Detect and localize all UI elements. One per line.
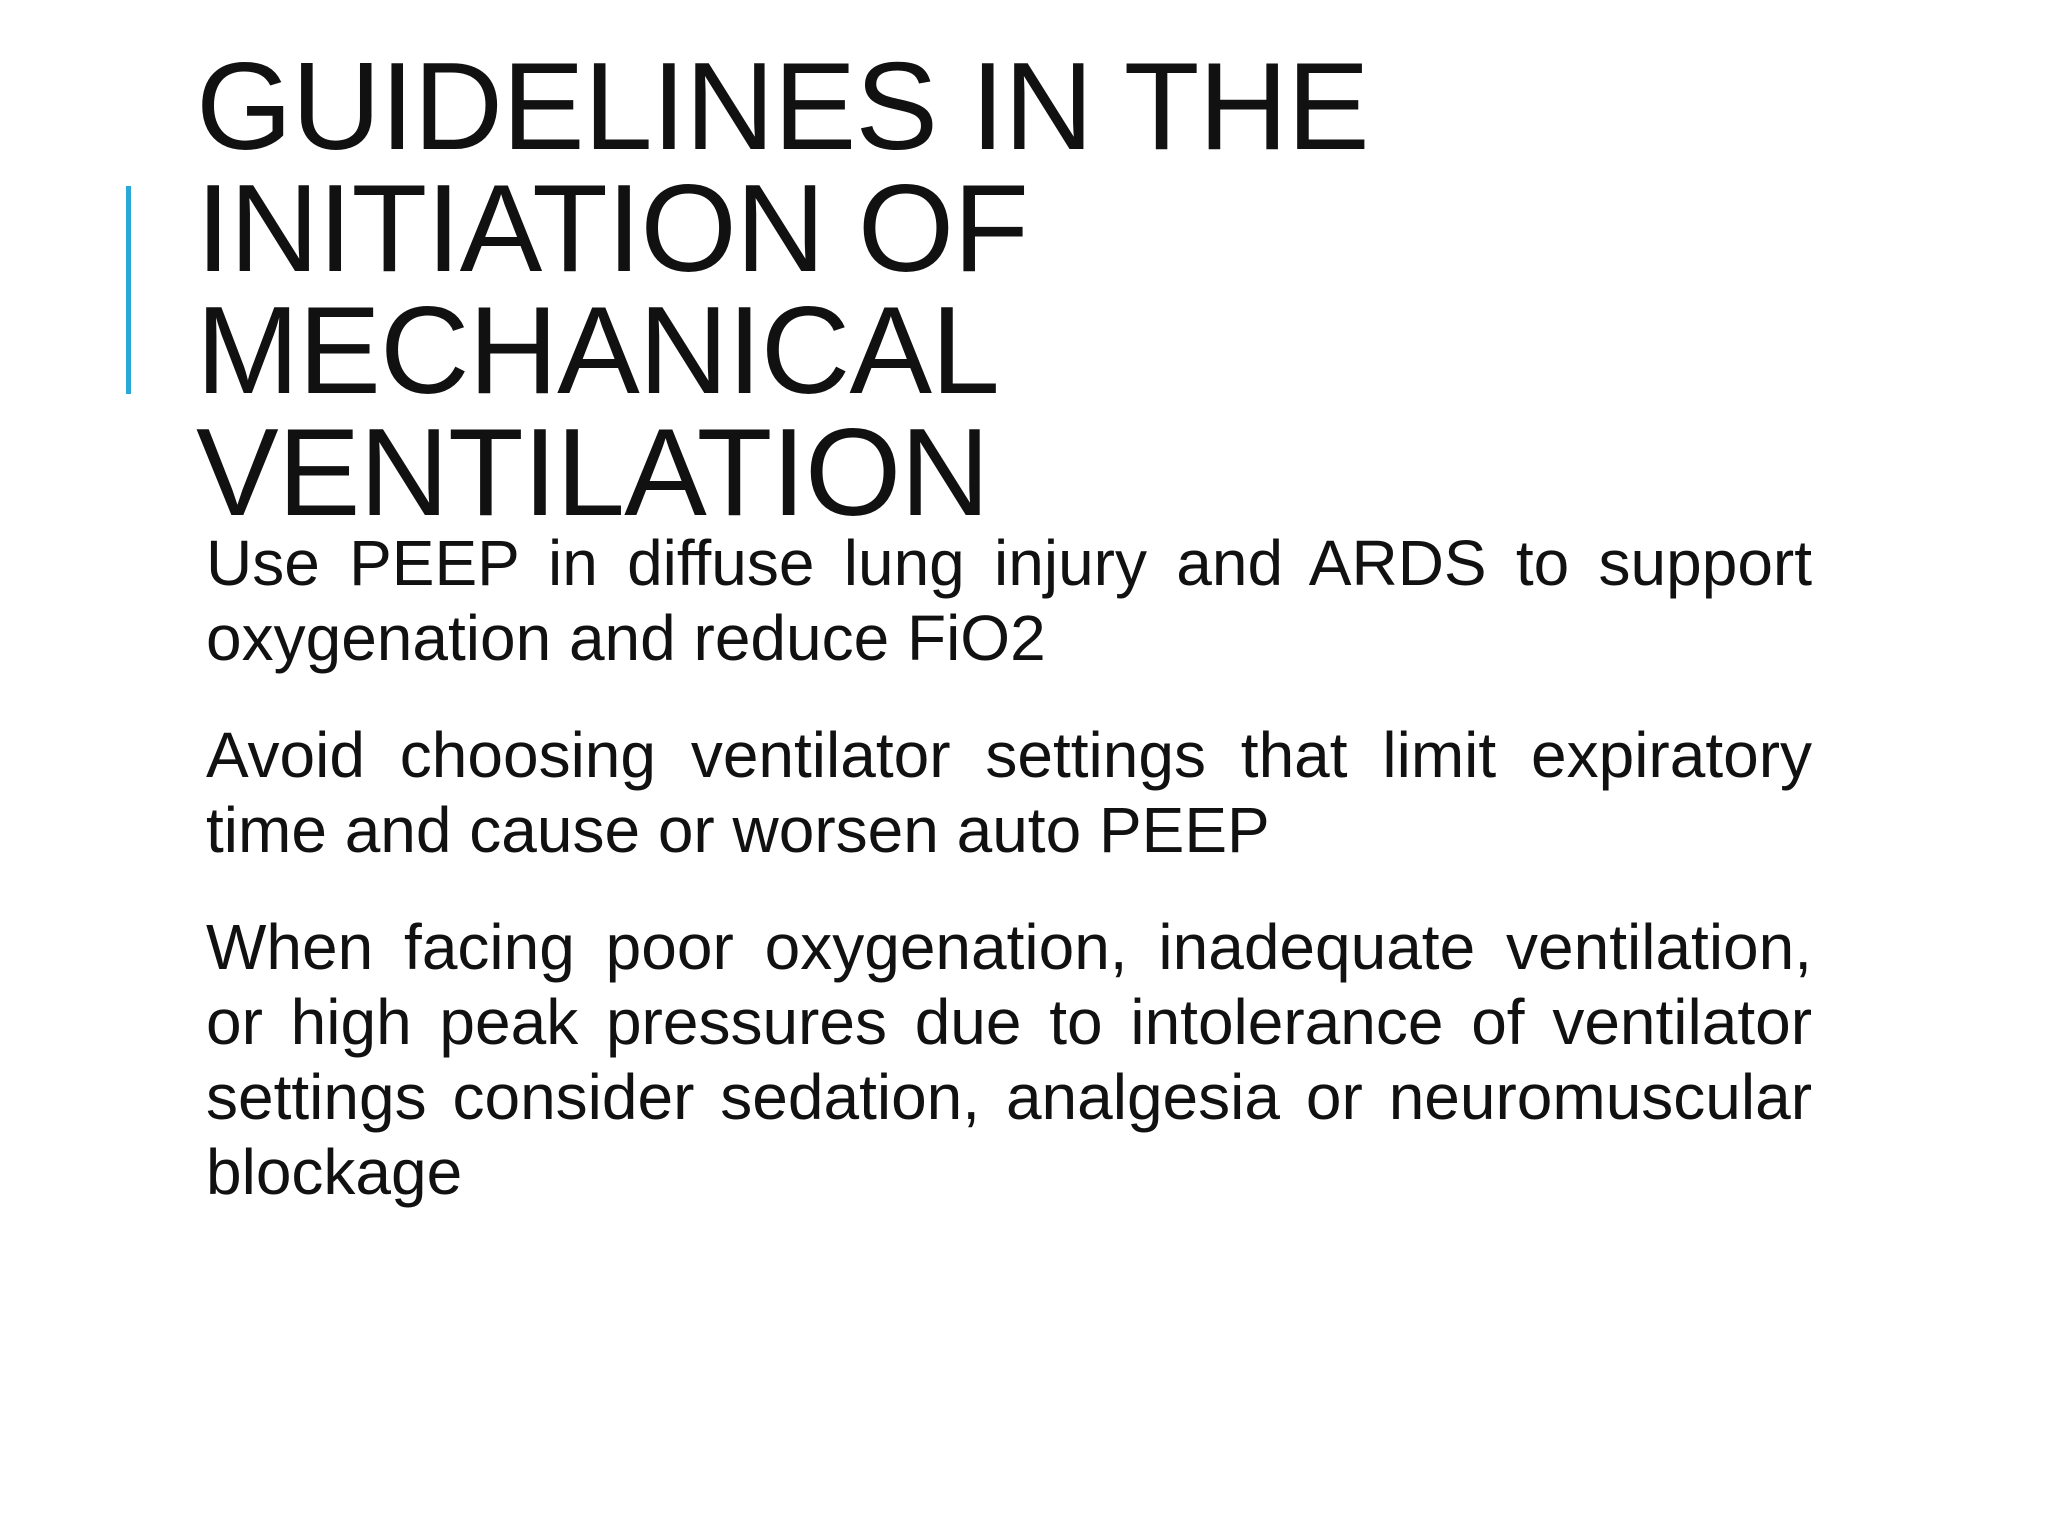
body-paragraph-auto-peep: Avoid choosing ventilator settings that limit expiratory time and cause or worsen auto PEEP <box>206 719 1812 866</box>
body-paragraph-sedation: When facing poor oxygenation, inadequate ventilation, or high peak pressures due to intolerance of ventilator settings consider sedation, analgesia or neuromuscular blockage <box>206 911 1812 1208</box>
title-line: GUIDELINES IN THE <box>196 38 1369 176</box>
title-line: MECHANICAL <box>196 282 1000 420</box>
title-line: INITIATION OF <box>196 160 1028 298</box>
body-paragraph-peep: Use PEEP in diffuse lung injury and ARDS to support oxygenation and reduce FiO2 <box>206 527 1812 674</box>
slide-title <box>196 38 1596 542</box>
title-line: VENTILATION <box>196 404 989 542</box>
title-accent-bar <box>126 186 131 394</box>
slide-body <box>206 526 1812 1252</box>
